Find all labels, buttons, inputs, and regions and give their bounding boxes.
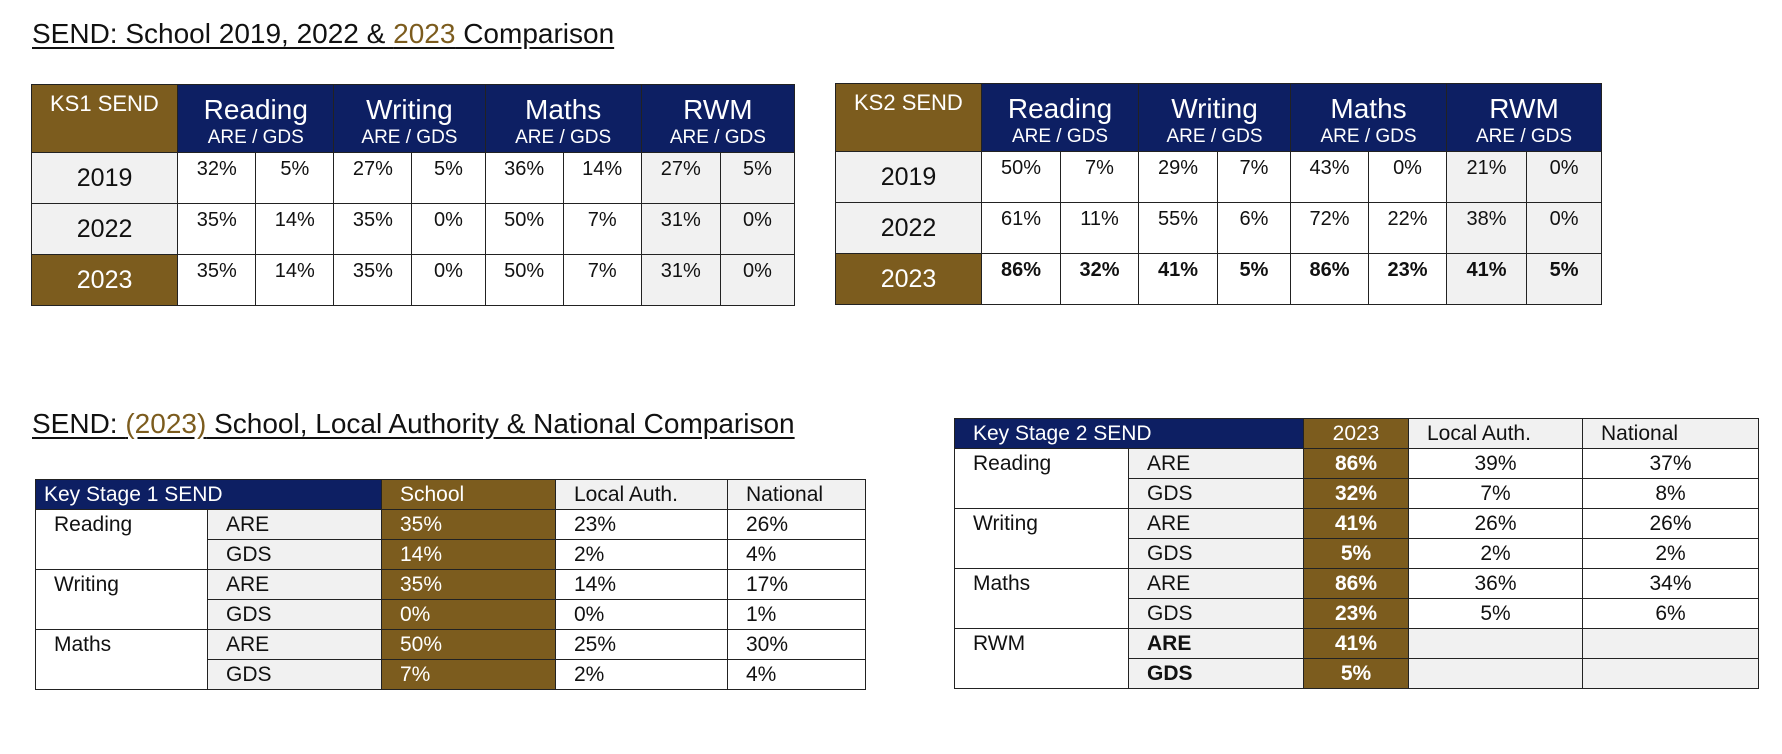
value-cell: 50% (982, 152, 1061, 203)
header-local-auth: Local Auth. (556, 480, 728, 510)
value-cell: 31% (641, 204, 720, 255)
level-cell: GDS (208, 540, 382, 570)
value-cell: 0% (1369, 152, 1447, 203)
value-cell: 0% (412, 255, 485, 306)
national-cell: 34% (1583, 569, 1759, 599)
la-cell: 2% (1409, 539, 1583, 569)
ks2-send-table (835, 83, 1602, 305)
value-cell: 5% (1218, 254, 1291, 305)
value-cell: 31% (641, 255, 720, 306)
table-row (836, 203, 1602, 254)
level-cell: ARE (208, 510, 382, 540)
value-cell: 27% (334, 153, 412, 204)
national-cell: 37% (1583, 449, 1759, 479)
la-cell: 36% (1409, 569, 1583, 599)
level-cell: ARE (1129, 629, 1304, 659)
table-row (32, 255, 795, 306)
value-cell: 5% (1527, 254, 1602, 305)
school-cell: 7% (382, 660, 556, 690)
value-cell: 7% (563, 255, 641, 306)
school-cell: 0% (382, 600, 556, 630)
school-cell: 14% (382, 540, 556, 570)
ks2-header-reading: Reading ARE / GDS (982, 84, 1139, 152)
year-cell: 2022 (836, 203, 982, 254)
la-cell (1409, 629, 1583, 659)
national-cell: 17% (728, 570, 866, 600)
value-cell: 23% (1369, 254, 1447, 305)
level-cell: GDS (208, 660, 382, 690)
school-cell: 86% (1304, 569, 1409, 599)
level-cell: GDS (1129, 539, 1304, 569)
ks1-corner-header: KS1 SEND (32, 85, 178, 153)
level-cell: GDS (1129, 659, 1304, 689)
la-cell: 14% (556, 570, 728, 600)
value-cell: 7% (1218, 152, 1291, 203)
national-cell: 4% (728, 540, 866, 570)
value-cell: 21% (1447, 152, 1527, 203)
national-cell: 26% (1583, 509, 1759, 539)
subject-cell: Reading (36, 510, 208, 570)
ks2-header-writing: Writing ARE / GDS (1139, 84, 1291, 152)
subject-cell: Writing (955, 509, 1129, 569)
value-cell: 55% (1139, 203, 1218, 254)
ks2-comparison-table (954, 418, 1759, 689)
table-row (36, 570, 866, 600)
value-cell: 29% (1139, 152, 1218, 203)
value-cell: 50% (485, 204, 563, 255)
value-cell: 38% (1447, 203, 1527, 254)
value-cell: 32% (1061, 254, 1139, 305)
national-cell: 4% (728, 660, 866, 690)
level-cell: ARE (1129, 509, 1304, 539)
value-cell: 41% (1139, 254, 1218, 305)
school-cell: 32% (1304, 479, 1409, 509)
national-cell (1583, 629, 1759, 659)
value-cell: 43% (1291, 152, 1369, 203)
header-national: National (1583, 419, 1759, 449)
subject-cell: Reading (955, 449, 1129, 509)
school-cell: 41% (1304, 629, 1409, 659)
school-cell: 5% (1304, 659, 1409, 689)
school-cell: 35% (382, 510, 556, 540)
ks1-comparison-table (35, 479, 866, 690)
value-cell: 14% (563, 153, 641, 204)
bottom-section-title: SEND: (2023) School, Local Authority & National Comparison (32, 408, 795, 439)
value-cell: 36% (485, 153, 563, 204)
la-cell: 2% (556, 660, 728, 690)
ks2-header-maths: Maths ARE / GDS (1291, 84, 1447, 152)
value-cell: 41% (1447, 254, 1527, 305)
national-cell: 30% (728, 630, 866, 660)
value-cell: 7% (1061, 152, 1139, 203)
table-row (32, 204, 795, 255)
year-cell: 2019 (836, 152, 982, 203)
level-cell: ARE (208, 570, 382, 600)
school-cell: 86% (1304, 449, 1409, 479)
value-cell: 5% (256, 153, 334, 204)
value-cell: 11% (1061, 203, 1139, 254)
subject-cell: Writing (36, 570, 208, 630)
value-cell: 35% (178, 255, 256, 306)
level-cell: GDS (208, 600, 382, 630)
la-cell: 5% (1409, 599, 1583, 629)
table-row (955, 569, 1759, 599)
school-cell: 23% (1304, 599, 1409, 629)
header-local-auth: Local Auth. (1409, 419, 1583, 449)
value-cell: 50% (485, 255, 563, 306)
value-cell: 86% (1291, 254, 1369, 305)
level-cell: GDS (1129, 599, 1304, 629)
year-cell: 2019 (32, 153, 178, 204)
value-cell: 61% (982, 203, 1061, 254)
school-cell: 35% (382, 570, 556, 600)
national-cell: 8% (1583, 479, 1759, 509)
year-cell: 2022 (32, 204, 178, 255)
ks1-header-rwm: RWM ARE / GDS (641, 85, 794, 153)
la-cell: 23% (556, 510, 728, 540)
la-cell: 39% (1409, 449, 1583, 479)
subject-cell: Maths (955, 569, 1129, 629)
header-school: School (382, 480, 556, 510)
value-cell: 86% (982, 254, 1061, 305)
year-cell: 2023 (836, 254, 982, 305)
la-cell: 0% (556, 600, 728, 630)
value-cell: 27% (641, 153, 720, 204)
value-cell: 7% (563, 204, 641, 255)
value-cell: 72% (1291, 203, 1369, 254)
school-cell: 5% (1304, 539, 1409, 569)
level-cell: GDS (1129, 479, 1304, 509)
table-row (36, 510, 866, 540)
value-cell: 14% (256, 204, 334, 255)
value-cell: 6% (1218, 203, 1291, 254)
la-cell: 7% (1409, 479, 1583, 509)
ks2-corner-header: KS2 SEND (836, 84, 982, 152)
value-cell: 0% (720, 255, 794, 306)
table-row (32, 153, 795, 204)
value-cell: 5% (720, 153, 794, 204)
header-2023: 2023 (1304, 419, 1409, 449)
table-row (955, 509, 1759, 539)
year-cell: 2023 (32, 255, 178, 306)
school-cell: 50% (382, 630, 556, 660)
value-cell: 0% (412, 204, 485, 255)
value-cell: 5% (412, 153, 485, 204)
la-cell (1409, 659, 1583, 689)
national-cell (1583, 659, 1759, 689)
table-row (955, 629, 1759, 659)
value-cell: 35% (334, 255, 412, 306)
la-cell: 2% (556, 540, 728, 570)
top-section-title: SEND: School 2019, 2022 & 2023 Comparison (32, 18, 615, 49)
ks1-header-reading: Reading ARE / GDS (178, 85, 334, 153)
value-cell: 14% (256, 255, 334, 306)
level-cell: ARE (208, 630, 382, 660)
level-cell: ARE (1129, 569, 1304, 599)
table-row (836, 254, 1602, 305)
national-cell: 2% (1583, 539, 1759, 569)
ks2-header-rwm: RWM ARE / GDS (1447, 84, 1602, 152)
national-cell: 6% (1583, 599, 1759, 629)
subject-cell: Maths (36, 630, 208, 690)
school-cell: 41% (1304, 509, 1409, 539)
table-row (36, 630, 866, 660)
ks1-send-table (31, 84, 795, 306)
header-national: National (728, 480, 866, 510)
subject-cell: RWM (955, 629, 1129, 689)
national-cell: 26% (728, 510, 866, 540)
national-cell: 1% (728, 600, 866, 630)
value-cell: 35% (334, 204, 412, 255)
value-cell: 35% (178, 204, 256, 255)
ks1-header-maths: Maths ARE / GDS (485, 85, 641, 153)
ks2-compare-title: Key Stage 2 SEND (955, 419, 1304, 449)
value-cell: 22% (1369, 203, 1447, 254)
level-cell: ARE (1129, 449, 1304, 479)
la-cell: 26% (1409, 509, 1583, 539)
value-cell: 32% (178, 153, 256, 204)
ks1-header-writing: Writing ARE / GDS (334, 85, 485, 153)
la-cell: 25% (556, 630, 728, 660)
value-cell: 0% (1527, 203, 1602, 254)
table-row (836, 152, 1602, 203)
value-cell: 0% (720, 204, 794, 255)
ks1-compare-title: Key Stage 1 SEND (36, 480, 382, 510)
value-cell: 0% (1527, 152, 1602, 203)
table-row (955, 449, 1759, 479)
